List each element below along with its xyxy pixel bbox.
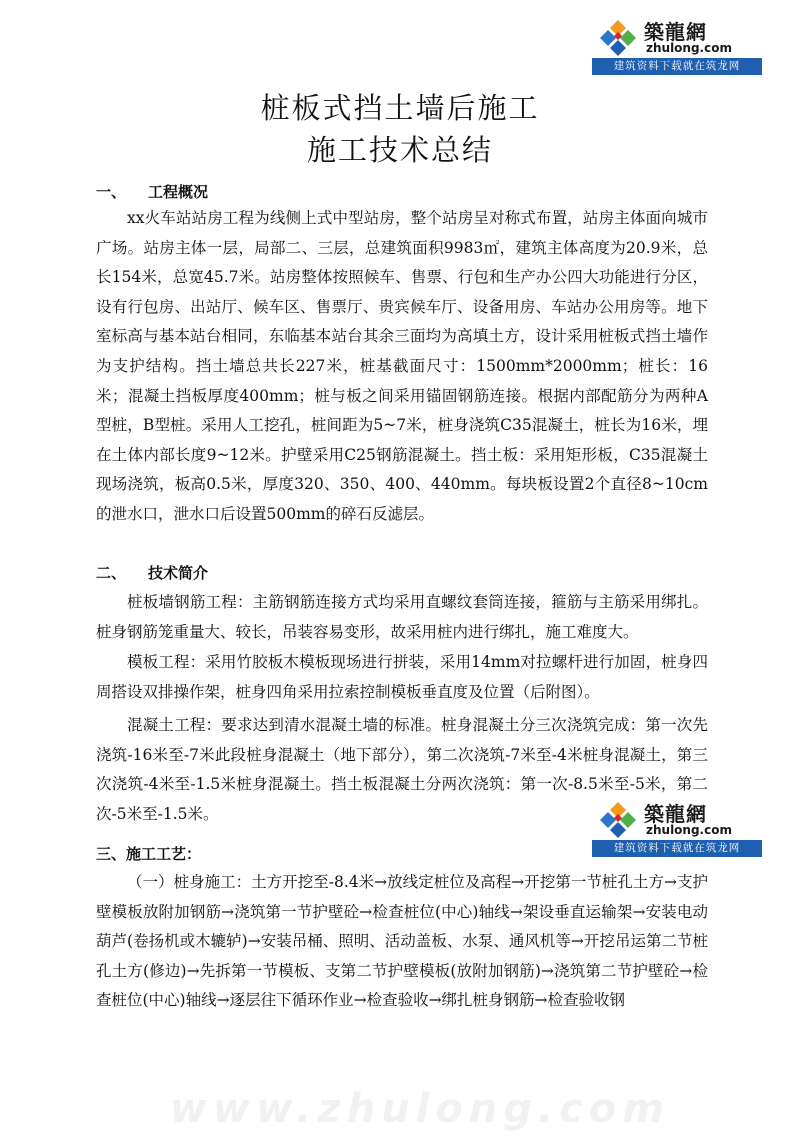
document-subtitle: 施工技术总结: [306, 133, 493, 167]
logo-url: zhulong.com: [646, 41, 732, 55]
section-title: 技术简介: [148, 564, 209, 582]
zhulong-logo: [592, 14, 762, 72]
logo-brand: 築龍網: [644, 20, 707, 44]
paragraph-rebar: 桩板墙钢筋工程：主筋钢筋连接方式均采用直螺纹套筒连接，箍筋与主筋采用绑扎。桩身钢筋笼重量大、较长，吊装容易变形，故采用桩内进行绑扎，施工难度大。: [96, 593, 708, 641]
zhulong-logo-inline: [592, 796, 762, 854]
zhulong-diamond-icon: [596, 18, 640, 58]
document-title: 桩板式挡土墙后施工: [260, 91, 540, 125]
section-heading-2: [96, 562, 208, 583]
section-heading-1: [96, 181, 208, 202]
zhulong-diamond-icon: [596, 800, 640, 840]
paragraph-pile-construction: （一）桩身施工：土方开挖至-8.4米→放线定桩位及高程→开挖第一节桩孔土方→支护壁模板放附加钢筋→浇筑第一节护壁砼→检查桩位(中心)轴线→架设垂直运输架→安装电动葫芦(卷扬机或木辘轳)→安装吊桶、照明、活动盖板、水泵、通风机等→开挖吊运第二节桩孔土方(修边)→先拆第一节模板、支第二节护壁模板(放附加钢筋)→浇筑第二节护壁砼→检查桩位(中心)轴线→逐层往下循环作业→检查验收→绑扎桩身钢筋→检查验收钢: [96, 873, 708, 1010]
logo-tagline: 建筑资料下载就在筑龙网: [592, 58, 762, 75]
section-heading-3: [96, 843, 201, 864]
paragraph-formwork: 模板工程：采用竹胶板木模板现场进行拼装，采用14mm对拉螺杆进行加固，桩身四周搭设双排操作架，桩身四角采用拉索控制模板垂直度及位置（后附图）。: [96, 653, 708, 701]
section-number: 二、: [96, 564, 127, 582]
logo-brand: 築龍網: [644, 802, 707, 826]
bottom-watermark: www.zhulong.com: [169, 1086, 671, 1132]
section-title: 工程概况: [148, 183, 209, 201]
section-number: 一、: [96, 183, 127, 201]
section-number: 三、: [96, 845, 127, 863]
logo-url: zhulong.com: [646, 823, 732, 837]
paragraph-concrete: 混凝土工程：要求达到清水混凝土墙的标准。桩身混凝土分三次浇筑完成：第一次先浇筑-16米至-7米此段桩身混凝土（地下部分），第二次浇筑-7米至-4米桩身混凝土，第三次浇筑-4米至-1.5米桩身混凝土。挡土板混凝土分两次浇筑：第一次-8.5米至-5米，第二次-5米至-1.5米。: [96, 716, 708, 823]
logo-tagline: 建筑资料下载就在筑龙网: [592, 840, 762, 857]
section-title: 施工工艺：: [126, 845, 202, 863]
paragraph-overview: xx火车站站房工程为线侧上式中型站房，整个站房呈对称式布置，站房主体面向城市广场。站房主体一层，局部二、三层，总建筑面积9983㎡，建筑主体高度为20.9米，总长154米，总宽45.7米。站房整体按照候车、售票、行包和生产办公四大功能进行分区，设有行包房、出站厅、候车区、售票厅、贵宾候车厅、设备用房、车站办公用房等。地下室标高与基本站台相同，东临基本站台其余三面均为高填土方，设计采用桩板式挡土墙作为支护结构。挡土墙总共长227米，桩基截面尺寸：1500mm*2000mm；桩长：16米；混凝土挡板厚度400mm；桩与板之间采用锚固钢筋连接。根据内部配筋分为两种A型桩，B型桩。采用人工挖孔，桩间距为5~7米，桩身浇筑C35混凝土，桩长为16米，埋在土体内部长度9~12米。护壁采用C25钢筋混凝土。挡土板：采用矩形板，C35混凝土现场浇筑，板高0.5米，厚度320、350、400、440mm。每块板设置2个直径8~10cm的泄水口，泄水口后设置500mm的碎石反滤层。: [96, 209, 708, 523]
